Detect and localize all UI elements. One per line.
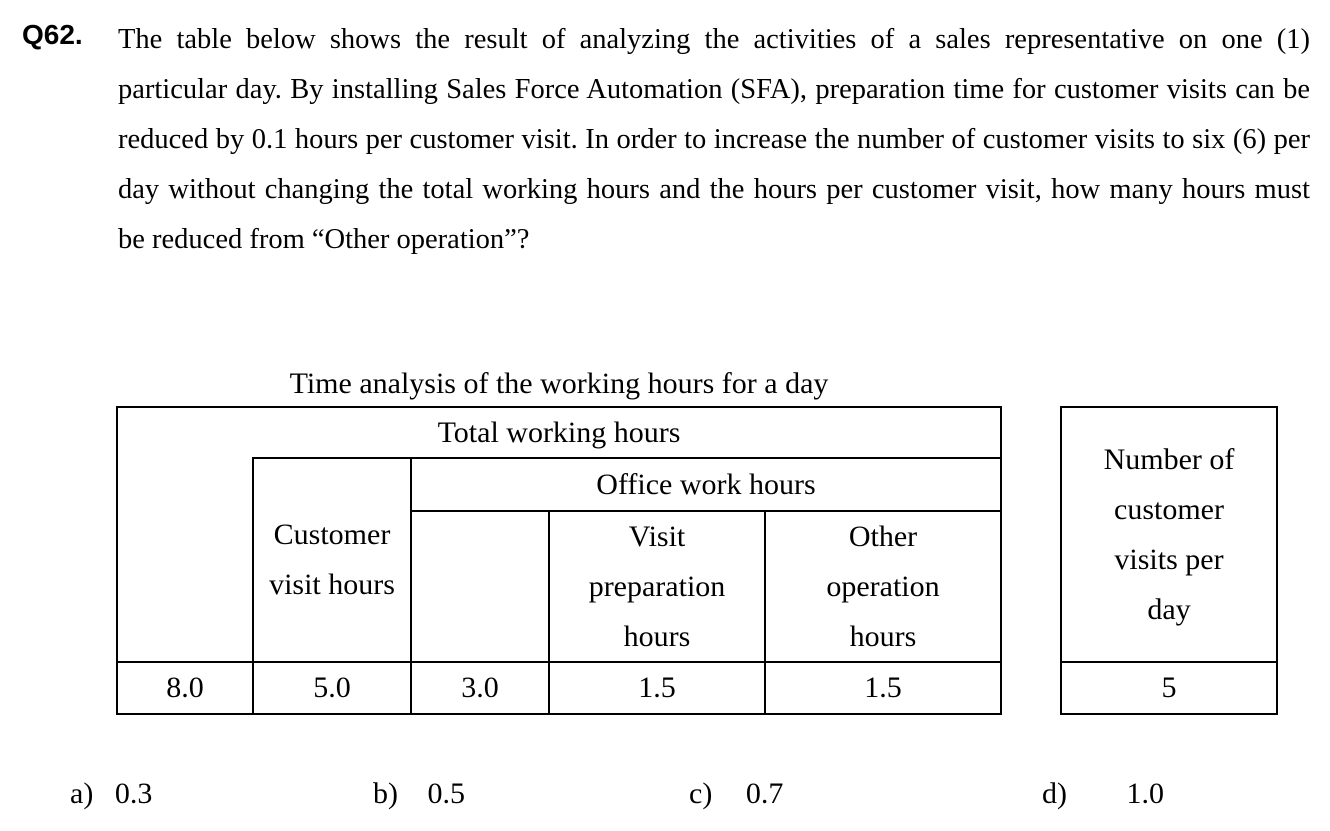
option-b-label: b) <box>373 777 398 810</box>
option-d-label: d) <box>1042 777 1067 810</box>
header-number-of-customer-visits-label: Number of customer visits per day <box>1103 442 1235 626</box>
option-c-label: c) <box>689 777 713 810</box>
value-other-operation <box>764 661 1002 715</box>
value-total <box>116 661 254 715</box>
table-caption: Time analysis of the working hours for a day <box>289 367 829 400</box>
option-a-label: a) <box>70 777 94 810</box>
option-a[interactable] <box>70 776 152 812</box>
option-a-value: 0.3 <box>114 777 153 810</box>
header-visit-preparation-hours-label: Visit preparation hours <box>588 519 726 653</box>
header-office-work-hours <box>410 457 1002 512</box>
value-other-operation-text: 1.5 <box>864 671 902 704</box>
question-number: Q62. <box>22 19 83 50</box>
option-d[interactable] <box>1042 776 1164 812</box>
header-number-of-customer-visits <box>1060 406 1278 663</box>
option-c-value: 0.7 <box>745 777 784 810</box>
value-customer-visit-text: 5.0 <box>313 671 351 704</box>
value-visits-per-day-text: 5 <box>1161 671 1177 704</box>
option-b[interactable] <box>373 776 465 812</box>
header-total-working-hours-label: Total working hours <box>437 415 681 449</box>
value-visit-preparation-text: 1.5 <box>638 671 676 704</box>
value-customer-visit <box>252 661 412 715</box>
header-office-work-hours-label: Office work hours <box>596 467 816 501</box>
value-office-work <box>410 661 550 715</box>
header-customer-visit-hours-label: Customer visit hours <box>269 518 395 601</box>
value-visits-per-day <box>1060 661 1278 715</box>
header-visit-preparation-hours <box>548 510 766 663</box>
option-b-value: 0.5 <box>427 777 465 810</box>
option-d-value: 1.0 <box>1126 777 1164 810</box>
header-other-operation-hours-label: Other operation hours <box>826 519 940 653</box>
header-empty-total <box>116 457 254 663</box>
header-customer-visit-hours <box>252 457 412 663</box>
header-empty-office <box>410 510 550 663</box>
header-total-working-hours <box>116 406 1002 459</box>
option-c[interactable] <box>689 776 783 812</box>
value-office-work-text: 3.0 <box>461 671 499 704</box>
question-text: The table below shows the result of analyzing the activities of a sales representative on one (1) particular day. By installing Sales Force Automation (SFA), preparation time for customer visits can be reduced by 0.1 hours per customer visit. In order to increase the number of customer visits to six (6) per day without changing the total working hours and the hours per customer visit, how many hours must be reduced from “Other operation”? <box>118 24 1310 255</box>
value-total-text: 8.0 <box>166 671 204 704</box>
header-other-operation-hours <box>764 510 1002 663</box>
value-visit-preparation <box>548 661 766 715</box>
